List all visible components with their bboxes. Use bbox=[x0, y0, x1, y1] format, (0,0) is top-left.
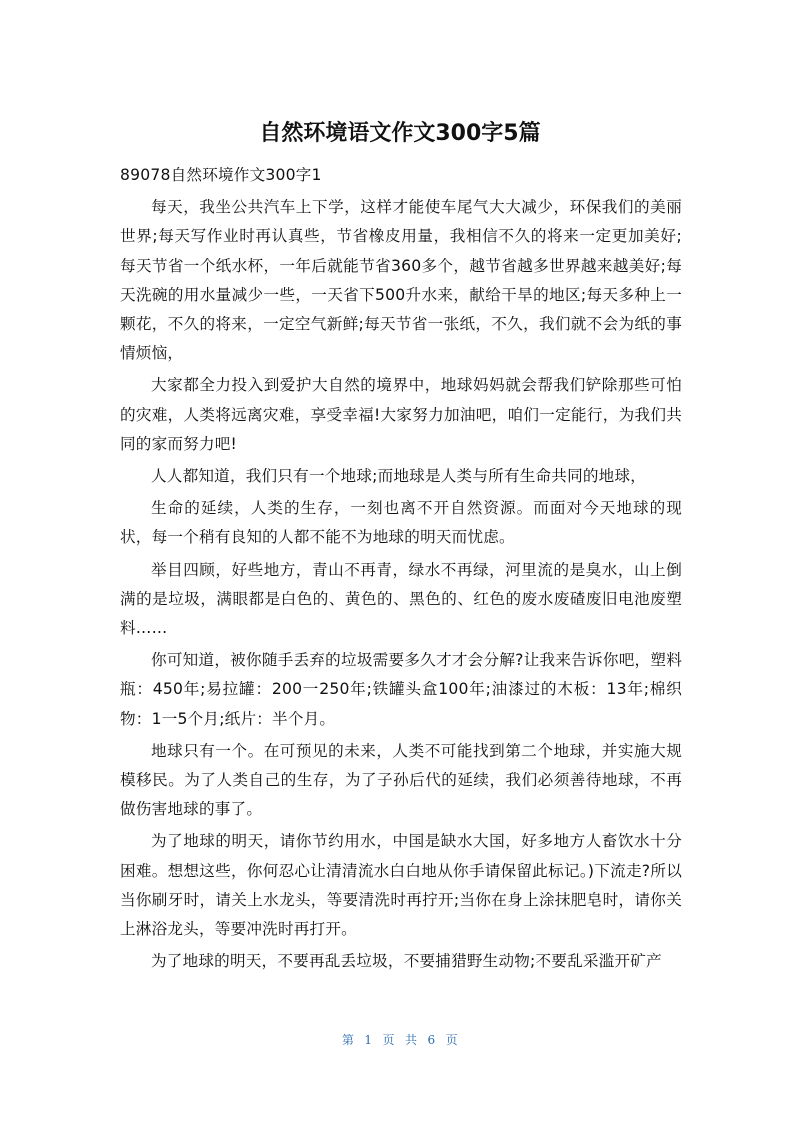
page-number: 1 bbox=[364, 1033, 373, 1047]
paragraph: 人人都知道，我们只有一个地球;而地球是人类与所有生命共同的地球， bbox=[151, 467, 647, 486]
total-pages: 6 bbox=[427, 1033, 436, 1047]
page-unit: 页 bbox=[382, 1033, 395, 1047]
document-body bbox=[120, 161, 682, 979]
paragraph: 为了地球的明天，请你节约用水，中国是缺水大国，好多地方人畜饮水十分困难。想想这些，你何忍心让清清流水白白地从你手请保留此标记。)下流走?所以当你刷牙时，请关上水龙头，等要清洗时再拧开;当你在身上涂抹肥皂时，请你关上淋浴龙头，等要冲洗时再打开。 bbox=[120, 832, 682, 939]
document-title: 自然环境语文作文300字5篇 bbox=[259, 121, 541, 146]
paragraph: 举目四顾，好些地方，青山不再青，绿水不再绿，河里流的是臭水，山上倒满的是垃圾，满眼都是白色的、黄色的、黑色的、红色的废水废碴废旧电池废塑料…… bbox=[120, 560, 682, 638]
page-footer bbox=[0, 1030, 800, 1050]
page-label: 第 bbox=[341, 1033, 355, 1047]
total-unit: 页 bbox=[445, 1033, 459, 1047]
paragraph: 为了地球的明天，不要再乱丢垃圾，不要捕猎野生动物;不要乱采滥开矿产 bbox=[151, 952, 662, 971]
paragraph: 大家都全力投入到爱护大自然的境界中，地球妈妈就会帮我们铲除那些可怕的灾难，人类将远离灾难，享受幸福!大家努力加油吧，咱们一定能行，为我们共同的家而努力吧! bbox=[120, 376, 682, 453]
section-subtitle: 89078自然环境作文300字1 bbox=[120, 166, 322, 184]
total-label: 共 bbox=[405, 1033, 418, 1047]
paragraph: 你可知道，被你随手丢弃的垃圾需要多久才才会分解?让我来告诉你吧，塑料瓶：450年;易拉罐：200一250年;铁罐头盒100年;油漆过的木板：13年;棉织物：1一5个月;纸片：半个月。 bbox=[120, 651, 682, 728]
paragraph: 地球只有一个。在可预见的未来，人类不可能找到第二个地球，并实施大规模移民。为了人类自己的生存，为了子孙后代的延续，我们必须善待地球，不再做伤害地球的事了。 bbox=[120, 741, 682, 819]
paragraph: 生命的延续，人类的生存，一刻也离不开自然资源。而面对今天地球的现状，每一个稍有良知的人都不能不为地球的明天而忧虑。 bbox=[120, 499, 682, 547]
paragraph: 每天，我坐公共汽车上下学，这样才能使车尾气大大减少，环保我们的美丽世界;每天写作业时再认真些，节省橡皮用量，我相信不久的将来一定更加美好;每天节省一个纸水杯，一年后就能节省360多个，越节省越多世界越来越美好;每天洗碗的用水量减少一些，一天省下500升水来，献给干旱的地区;每天多种上一颗花，不久的将来，一定空气新鲜;每天节省一张纸，不久，我们就不会为纸的事情烦恼， bbox=[120, 198, 682, 363]
